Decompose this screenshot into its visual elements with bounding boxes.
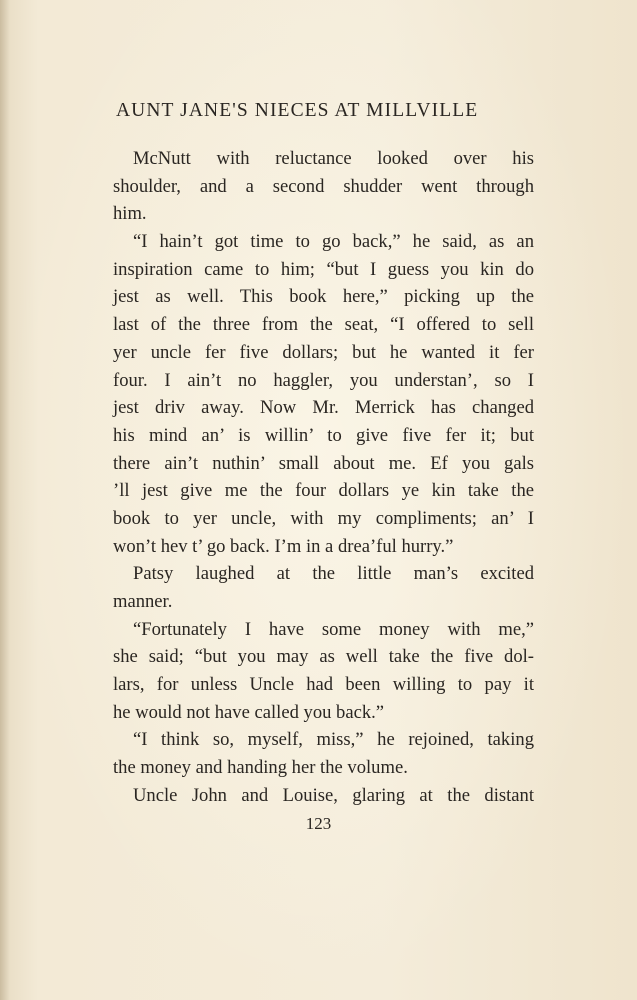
text-line: he would not have called you back.” — [113, 701, 385, 723]
paragraph — [113, 228, 534, 560]
paragraph — [113, 560, 534, 615]
text-line: jest driv away. Now Mr. Merrick has changed — [113, 397, 534, 419]
text-line: yer uncle fer five dollars; but he wanted it fer — [113, 341, 534, 363]
text-line: she said; “but you may as well take the five dol- — [113, 646, 534, 668]
text-line: manner. — [113, 591, 173, 612]
page-gutter-shadow — [0, 0, 10, 1000]
text-line: “Fortunately I have some money with me,” — [133, 618, 534, 640]
text-line: there ain’t nuthin’ small about me. Ef you gals — [113, 452, 534, 474]
text-line: lars, for unless Uncle had been willing to pay it — [113, 674, 534, 696]
paragraph — [113, 145, 534, 228]
text-line: four. I ain’t no haggler, you understan’, so I — [113, 369, 534, 391]
text-line: book to yer uncle, with my compliments; an’ I — [113, 507, 534, 529]
text-line: shoulder, and a second shudder went through — [113, 175, 534, 197]
text-line: Uncle John and Louise, glaring at the distant — [133, 784, 534, 806]
text-line: McNutt with reluctance looked over his — [133, 148, 534, 169]
paragraph — [113, 782, 534, 810]
paragraph — [113, 726, 534, 781]
text-line: Patsy laughed at the little man’s excited — [133, 563, 534, 585]
text-line: jest as well. This book here,” picking up the — [113, 286, 534, 308]
page-number: 123 — [305, 814, 332, 833]
text-line: inspiration came to him; “but I guess you kin do — [113, 258, 534, 280]
text-line: ’ll jest give me the four dollars ye kin take the — [113, 480, 534, 502]
text-line: last of the three from the seat, “I offered to sell — [113, 314, 534, 336]
text-line: “I hain’t got time to go back,” he said, as an — [133, 231, 534, 253]
text-line: his mind an’ is willin’ to give five fer it; but — [113, 424, 534, 446]
text-line: him. — [113, 203, 147, 225]
text-line: won’t hev t’ go back. I’m in a drea’ful hurry.” — [113, 535, 454, 557]
body-text — [113, 145, 534, 810]
paragraph — [113, 616, 534, 727]
text-line: the money and handing her the volume. — [113, 757, 408, 779]
running-head: AUNT JANE'S NIECES AT MILLVILLE — [116, 100, 479, 121]
text-line: “I think so, myself, miss,” he rejoined, taking — [133, 729, 534, 751]
